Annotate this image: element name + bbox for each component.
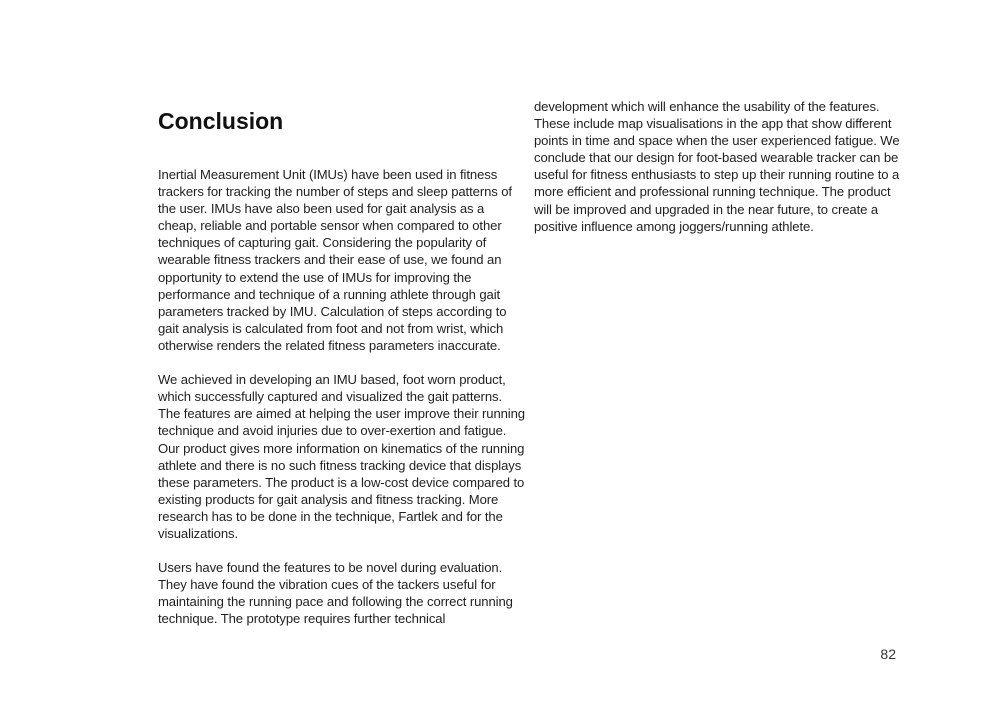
page-title: Conclusion [158, 108, 284, 134]
right-column [534, 98, 902, 252]
paragraph-future-development: development which will enhance the usability of the features. These include map visualisations in the app that show different points in time and space when the user experienced fatigue. We conclude that our design for foot-based wearable tracker can be useful for fitness enthusiasts to step up their running routine to a more efficient and professional running technique. The product will be improved and upgraded in the near future, to create a positive influence among joggers/running athlete. [534, 99, 900, 234]
paragraph-achievements: We achieved in developing an IMU based, foot worn product, which successfully captured and visualized the gait patterns. The features are aimed at helping the user improve their running technique and avoid injuries due to over-exertion and fatigue. Our product gives more information on kinematics of the running athlete and there is no such fitness tracking device that displays these parameters. The product is a low-cost device compared to existing products for gait analysis and fitness tracking. More research has to be done in the technique, Fartlek and for the visualizations. [158, 372, 525, 541]
paragraph-imu-background: Inertial Measurement Unit (IMUs) have been used in fitness trackers for tracking the number of steps and sleep patterns of the user. IMUs have also been used for gait analysis as a cheap, reliable and portable sensor when compared to other techniques of capturing gait. Considering the popularity of wearable fitness trackers and their ease of use, we found an opportunity to extend the use of IMUs for improving the performance and technique of a running athlete through gait parameters tracked by IMU. Calculation of steps according to gait analysis is calculated from foot and not from wrist, which otherwise renders the related fitness parameters inaccurate. [158, 167, 512, 353]
paragraph-user-evaluation: Users have found the features to be novel during evaluation. They have found the vibration cues of the tackers useful for maintaining the running pace and following the correct running technique. The prototype requires further technical [158, 560, 513, 627]
left-column [158, 166, 526, 645]
page-number: 82 [880, 646, 896, 662]
